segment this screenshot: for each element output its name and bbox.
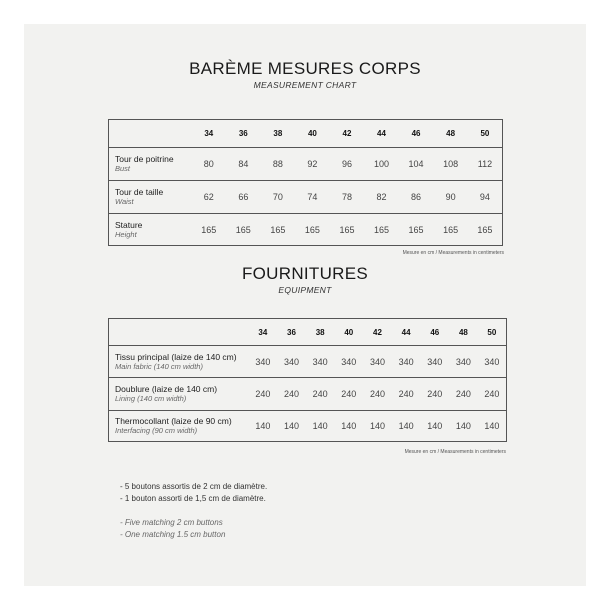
notion-item-en: - Five matching 2 cm buttons — [120, 518, 223, 527]
value-cell: 240 — [449, 378, 478, 411]
size-header: 48 — [446, 129, 456, 138]
value-cell: 94 — [468, 181, 503, 214]
measurement-table — [108, 119, 503, 246]
value-cell: 340 — [449, 346, 478, 378]
row-label-fr: Tissu principal (laize de 140 cm) — [115, 351, 237, 362]
value-cell: 165 — [364, 214, 399, 246]
size-header: 36 — [238, 129, 248, 138]
size-header-row — [109, 120, 503, 148]
value-cell: 74 — [295, 181, 330, 214]
value-cell: 88 — [261, 148, 296, 181]
value-cell: 165 — [330, 214, 365, 246]
size-header: 50 — [487, 327, 497, 337]
supplies-subtitle: EQUIPMENT — [278, 285, 332, 295]
supplies-unit-note: Mesure en cm / Measurements in centimeters — [404, 449, 506, 455]
value-cell: 140 — [249, 411, 278, 442]
row-label — [109, 181, 192, 214]
row-label-en: Waist — [115, 197, 134, 206]
row-label-en: Main fabric (140 cm width) — [115, 361, 203, 371]
size-header: 42 — [373, 327, 382, 337]
value-cell: 86 — [399, 181, 434, 214]
value-cell: 340 — [478, 346, 507, 378]
value-cell: 140 — [420, 411, 449, 442]
value-cell: 96 — [330, 148, 365, 181]
supplies-title: FOURNITURES — [241, 264, 369, 283]
size-header: 40 — [307, 129, 317, 138]
value-cell: 84 — [226, 148, 261, 181]
value-cell: 104 — [399, 148, 434, 181]
value-cell: 165 — [468, 214, 503, 246]
value-cell: 80 — [192, 148, 227, 181]
row-label — [109, 214, 192, 246]
value-cell: 240 — [249, 378, 278, 411]
value-cell: 140 — [334, 411, 363, 442]
measurement-chart-subtitle: MEASUREMENT CHART — [253, 80, 357, 90]
size-header: 36 — [287, 327, 296, 337]
value-cell: 82 — [364, 181, 399, 214]
header-corner-cell — [109, 319, 249, 346]
value-cell: 112 — [468, 148, 503, 181]
value-cell: 92 — [295, 148, 330, 181]
size-header: 46 — [430, 327, 440, 337]
main-fabric-row — [109, 346, 507, 378]
value-cell: 165 — [192, 214, 227, 246]
measurement-unit-note: Mesure en cm / Measurements in centimeters — [402, 250, 504, 256]
size-header: 42 — [342, 129, 352, 138]
value-cell: 140 — [277, 411, 306, 442]
interfacing-row — [109, 411, 507, 442]
size-header: 46 — [411, 129, 421, 138]
value-cell: 165 — [226, 214, 261, 246]
value-cell: 340 — [334, 346, 363, 378]
value-cell: 78 — [330, 181, 365, 214]
size-header: 48 — [458, 327, 468, 337]
row-label — [109, 148, 192, 181]
size-header: 44 — [377, 129, 386, 138]
value-cell: 108 — [433, 148, 468, 181]
value-cell: 340 — [306, 346, 335, 378]
row-label-en: Interfacing (90 cm width) — [115, 426, 198, 435]
height-row — [109, 214, 503, 246]
notion-item-en: - One matching 1.5 cm button — [120, 530, 226, 539]
value-cell: 165 — [433, 214, 468, 246]
value-cell: 340 — [363, 346, 392, 378]
value-cell: 340 — [249, 346, 278, 378]
value-cell: 140 — [363, 411, 392, 442]
value-cell: 140 — [392, 411, 421, 442]
lining-row — [109, 378, 507, 411]
value-cell: 165 — [261, 214, 296, 246]
size-header: 50 — [480, 129, 490, 138]
value-cell: 240 — [420, 378, 449, 411]
row-label-en: Bust — [115, 164, 131, 173]
size-header: 38 — [273, 129, 283, 138]
row-label — [109, 411, 249, 442]
value-cell: 340 — [392, 346, 421, 378]
row-label-en: Height — [115, 229, 137, 239]
notion-item-fr: - 1 bouton assorti de 1,5 cm de diamètre. — [120, 494, 266, 503]
value-cell: 240 — [306, 378, 335, 411]
value-cell: 66 — [226, 181, 261, 214]
value-cell: 240 — [478, 378, 507, 411]
row-label-fr: Stature — [115, 219, 143, 230]
size-header: 44 — [401, 327, 411, 337]
value-cell: 140 — [478, 411, 507, 442]
header-corner-cell — [109, 120, 192, 148]
value-cell: 165 — [295, 214, 330, 246]
notions-list-fr — [120, 481, 267, 505]
size-header: 34 — [204, 129, 214, 138]
size-header-row — [109, 319, 507, 346]
value-cell: 165 — [399, 214, 434, 246]
value-cell: 140 — [306, 411, 335, 442]
waist-row — [109, 181, 503, 214]
row-label-en: Lining (140 cm width) — [115, 394, 187, 403]
value-cell: 240 — [334, 378, 363, 411]
value-cell: 90 — [433, 181, 468, 214]
notions-list-en — [120, 517, 225, 541]
row-label-fr: Tour de taille — [115, 187, 164, 197]
notion-item-fr: - 5 boutons assortis de 2 cm de diamètre. — [120, 482, 268, 491]
row-label — [109, 346, 249, 378]
document-sheet — [24, 24, 586, 586]
bust-row — [109, 148, 503, 181]
size-header: 38 — [315, 327, 325, 337]
value-cell: 140 — [449, 411, 478, 442]
value-cell: 240 — [277, 378, 306, 411]
value-cell: 62 — [192, 181, 227, 214]
size-header: 40 — [344, 327, 354, 337]
value-cell: 340 — [277, 346, 306, 378]
row-label-fr: Tour de poitrine — [115, 154, 174, 164]
value-cell: 240 — [392, 378, 421, 411]
measurement-chart-title: BARÈME MESURES CORPS — [189, 59, 421, 78]
row-label-fr: Doublure (laize de 140 cm) — [115, 384, 218, 394]
value-cell: 240 — [363, 378, 392, 411]
row-label — [109, 378, 249, 411]
value-cell: 340 — [420, 346, 449, 378]
value-cell: 70 — [261, 181, 296, 214]
size-header: 34 — [258, 327, 268, 337]
supplies-table — [108, 318, 507, 442]
row-label-fr: Thermocollant (laize de 90 cm) — [115, 416, 232, 426]
value-cell: 100 — [364, 148, 399, 181]
